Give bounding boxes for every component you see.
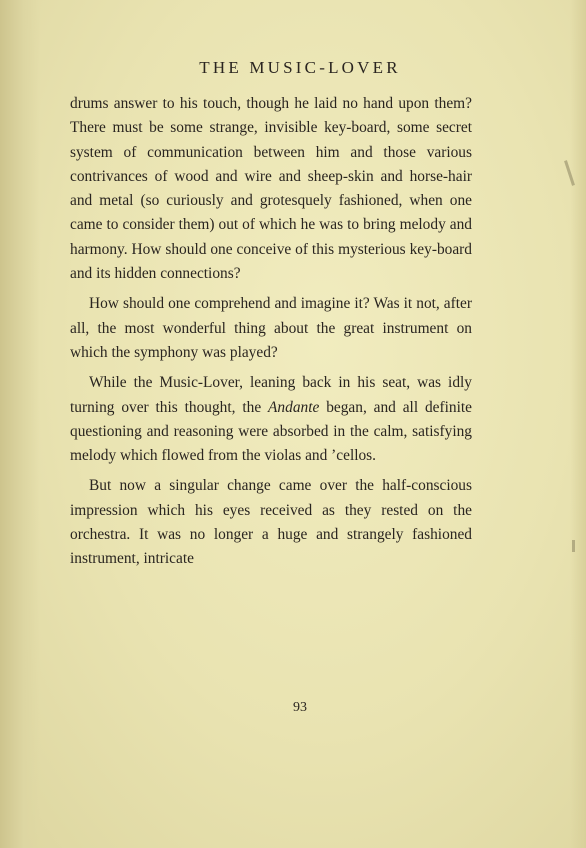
paragraph bbox=[70, 371, 472, 468]
paper-blemish bbox=[572, 540, 575, 552]
paragraph-continued: drums answer to his touch, though he laid no hand upon them? There must be some strange, invisible key-board, some secret system of communication between him and those various contrivances of wood and wire and sheep-skin and horse-hair and metal (so curiously and grotesquely fashioned, when one came to consider them) out of which he was to bring melody and harmony. How should one conceive of this mysterious key-board and its hidden connections? bbox=[70, 95, 472, 283]
italic-term: Andante bbox=[268, 398, 320, 416]
body-text bbox=[70, 92, 472, 578]
paragraph-text: began, and all definite questioning and reasoning were absorbed in the calm, satisfying melody which flowed from the violas and ’cellos. bbox=[70, 398, 472, 465]
running-head: THE MUSIC-LOVER bbox=[199, 58, 401, 77]
page-edge-shadow bbox=[570, 0, 586, 848]
paragraph-text: While the Music-Lover, leaning back in his seat, was idly turning over this thought, the bbox=[70, 374, 472, 416]
paragraph: How should one comprehend and imagine it? Was it not, after all, the most wonderful thing about the great instrument on which the symphony was played? bbox=[70, 295, 472, 361]
paragraph: But now a singular change came over the half-conscious impression which his eyes received as they rested on the orchestra. It was no longer a huge and strangely fashioned instrument, intricate bbox=[70, 477, 472, 568]
page-number: 93 bbox=[293, 700, 307, 715]
page-gutter-shadow bbox=[0, 0, 40, 848]
